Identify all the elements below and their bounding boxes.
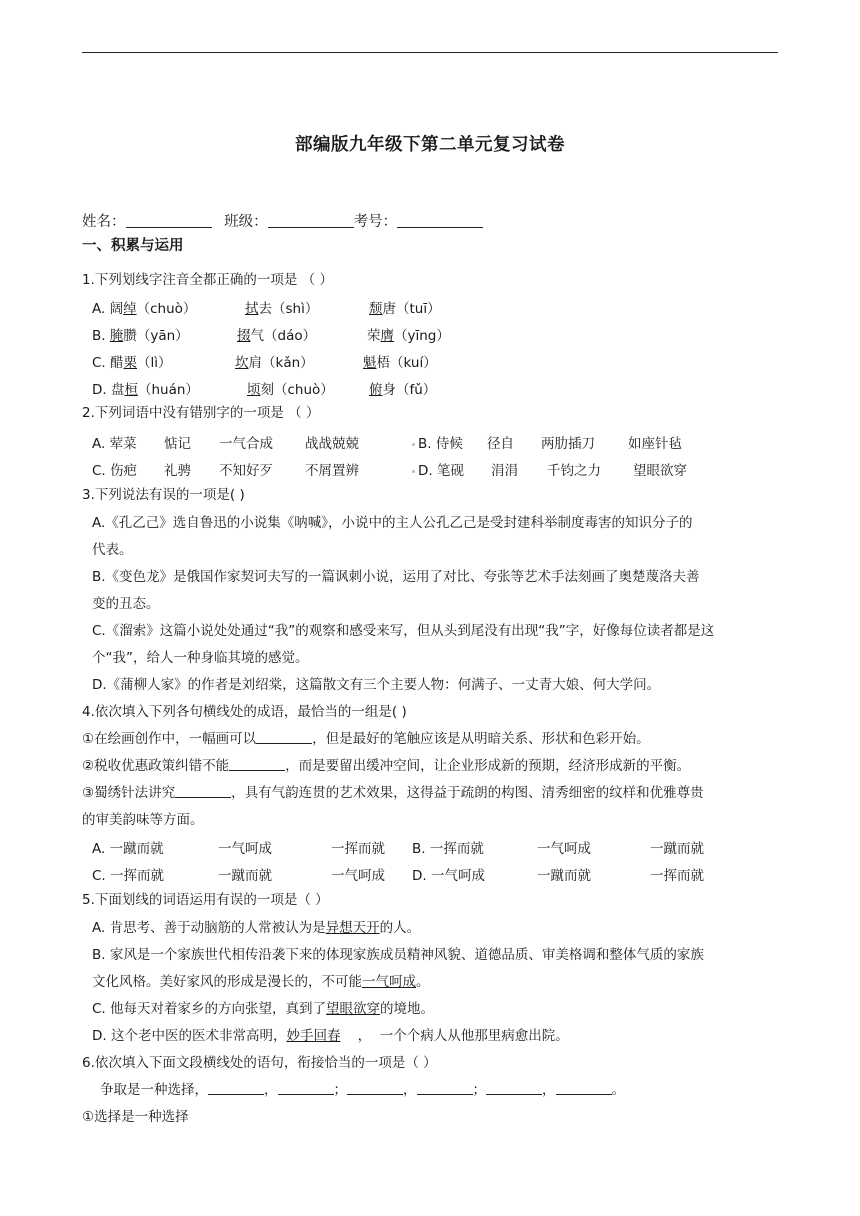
q2-a-w2: 惦记 <box>164 436 191 452</box>
name-blank <box>126 213 212 228</box>
q4-d-w2: 一蹴而就 <box>537 868 591 884</box>
question-1-stem: 1.下列划线字注音全都正确的一项是 （ ） <box>82 272 333 288</box>
q2-b-w4: 如座针毡 <box>628 436 682 452</box>
q2-d-w2: 涓涓 <box>491 463 518 479</box>
q2-d-w1: D. 笔砚 <box>412 459 464 479</box>
q3-line-7: D.《蒲柳人家》的作者是刘绍棠，这篇散文有三个主要人物：何满子、一丈青大娘、何大学问。 <box>92 677 661 693</box>
q3-line-2: 代表。 <box>92 542 133 558</box>
answer-blank <box>208 1081 264 1095</box>
q2-c-w3: 不知好歹 <box>219 463 273 479</box>
q4-sentence-1: ①在绘画创作中，一幅画可以 ，但是最好的笔触应该是从明暗关系、形状和色彩开始。 <box>82 731 650 747</box>
q1-option-b-word3: 荣膺（yīng） <box>367 328 450 344</box>
section-heading: 一、积累与运用 <box>82 238 184 254</box>
q2-d-w3: 千钧之力 <box>547 463 601 479</box>
q2-c-w2: 礼骋 <box>164 463 191 479</box>
q2-d-w4: 望眼欲穿 <box>633 463 687 479</box>
q5-option-d: D. 这个老中医的医术非常高明，妙手回春 ， 一个个病人从他那里病愈出院。 <box>92 1028 569 1044</box>
answer-blank <box>278 1081 334 1095</box>
q4-sentence-2: ②税收优惠政策纠错不能 ，而是要留出缓冲空间，让企业形成新的预期，经济形成新的平衡。 <box>82 758 691 774</box>
q4-b-w1: B. 一挥而就 <box>412 841 484 857</box>
question-2-stem: 2.下列词语中没有错别字的一项是 （ ） <box>82 405 320 421</box>
answer-blank <box>417 1081 473 1095</box>
q4-a-w1: A. 一蹴而就 <box>92 841 164 857</box>
question-4-stem: 4.依次填入下列各句横线处的成语，最恰当的一组是( ) <box>82 704 407 720</box>
q4-c-w2: 一蹴而就 <box>218 868 272 884</box>
student-info-row <box>82 210 483 231</box>
q4-c-w1: C. 一挥而就 <box>92 868 165 884</box>
q3-line-4: 变的丑态。 <box>92 596 160 612</box>
q2-b-w2: 径自 <box>487 436 514 452</box>
q3-line-5: C.《溜索》这篇小说处处通过“我”的观察和感受来写，但从头到尾没有出现“我”字，好像每位读者都是这 <box>92 623 715 639</box>
q5-option-a: A. 肯思考、善于动脑筋的人常被认为是异想天开的人。 <box>92 920 421 936</box>
class-label: 班级： <box>224 214 268 230</box>
q2-c-w1: C. 伤疤 <box>92 463 138 479</box>
class-blank <box>268 213 354 228</box>
question-5-stem: 5.下面划线的词语运用有误的一项是（ ） <box>82 892 329 908</box>
q3-line-6: 个“我”，给人一种身临其境的感觉。 <box>92 650 309 666</box>
answer-blank <box>256 730 312 744</box>
q2-a-w3: 一气合成 <box>219 436 273 452</box>
header-rule <box>82 52 778 53</box>
q1-option-b-word2: 掇气（dáo） <box>237 328 317 344</box>
q4-b-w2: 一气呵成 <box>537 841 591 857</box>
q6-passage: 争取是一种选择， ， ； ， ； ， 。 <box>100 1082 625 1098</box>
answer-blank <box>556 1081 612 1095</box>
q4-a-w2: 一气呵成 <box>218 841 272 857</box>
answer-blank <box>486 1081 542 1095</box>
q1-option-c-word3: 魁梧（kuí） <box>363 355 437 371</box>
q2-c-w4: 不屑置辨 <box>305 463 359 479</box>
q1-option-b: B. 腌臜（yān） <box>92 328 189 344</box>
q1-option-d: D. 盘桓（huán） <box>92 382 199 398</box>
q3-line-1: A.《孔乙己》选自鲁迅的小说集《呐喊》，小说中的主人公孔乙己是受封建科举制度毒害的知识分子的 <box>92 515 693 531</box>
answer-blank <box>347 1081 403 1095</box>
bullet-dot <box>412 443 415 446</box>
q1-option-c: C. 醋栗（lì） <box>92 355 172 371</box>
q2-a-w1: A. 荤菜 <box>92 436 137 452</box>
q1-option-d-word3: 俯身（fǔ） <box>369 382 437 398</box>
q4-a-w3: 一挥而就 <box>331 841 385 857</box>
q4-sentence-3: ③蜀绣针法讲究 ，具有气韵连贯的艺术效果，这得益于疏朗的构图、清秀细密的纹样和优雅尊贵 <box>82 785 704 801</box>
answer-blank <box>229 757 285 771</box>
q2-b-w1: B. 侍候 <box>412 432 463 452</box>
q1-option-a: A. 阔绰（chuò） <box>92 301 197 317</box>
q2-b-w3: 两肋插刀 <box>541 436 595 452</box>
q1-option-c-word2: 坎肩（kǎn） <box>235 355 314 371</box>
q1-option-d-word2: 顷刻（chuò） <box>247 382 334 398</box>
page-title: 部编版九年级下第二单元复习试卷 <box>295 135 565 155</box>
q4-b-w3: 一蹴而就 <box>650 841 704 857</box>
answer-blank <box>175 784 231 798</box>
q4-c-w3: 一气呵成 <box>331 868 385 884</box>
q1-option-a-word2: 拭去（shì） <box>245 301 319 317</box>
q5-option-b-line1: B. 家风是一个家族世代相传沿袭下来的体现家族成员精神风貌、道德品质、审美格调和整体气质的家族 <box>92 947 704 963</box>
q4-d-w3: 一挥而就 <box>650 868 704 884</box>
q5-option-c: C. 他每天对着家乡的方向张望，真到了望眼欲穿的境地。 <box>92 1001 435 1017</box>
q6-item-1: ①选择是一种选择 <box>82 1109 189 1125</box>
q1-option-a-word3: 颓唐（tuī） <box>369 301 441 317</box>
exam-blank <box>397 213 483 228</box>
bullet-dot <box>412 470 415 473</box>
q5-option-b-line2: 文化风格。美好家风的形成是漫长的，不可能一气呵成。 <box>92 974 430 990</box>
question-6-stem: 6.依次填入下面文段横线处的语句，衔接恰当的一项是（ ） <box>82 1055 437 1071</box>
name-label: 姓名： <box>82 214 126 230</box>
q3-line-3: B.《变色龙》是俄国作家契诃夫写的一篇讽刺小说，运用了对比、夸张等艺术手法刻画了奥楚蔑洛夫善 <box>92 569 700 585</box>
question-3-stem: 3.下列说法有误的一项是( ) <box>82 487 245 503</box>
q4-sentence-3-cont: 的审美韵味等方面。 <box>82 812 204 828</box>
q2-a-w4: 战战兢兢 <box>305 436 359 452</box>
exam-label: 考号： <box>353 214 398 230</box>
q4-d-w1: D. 一气呵成 <box>412 868 485 884</box>
